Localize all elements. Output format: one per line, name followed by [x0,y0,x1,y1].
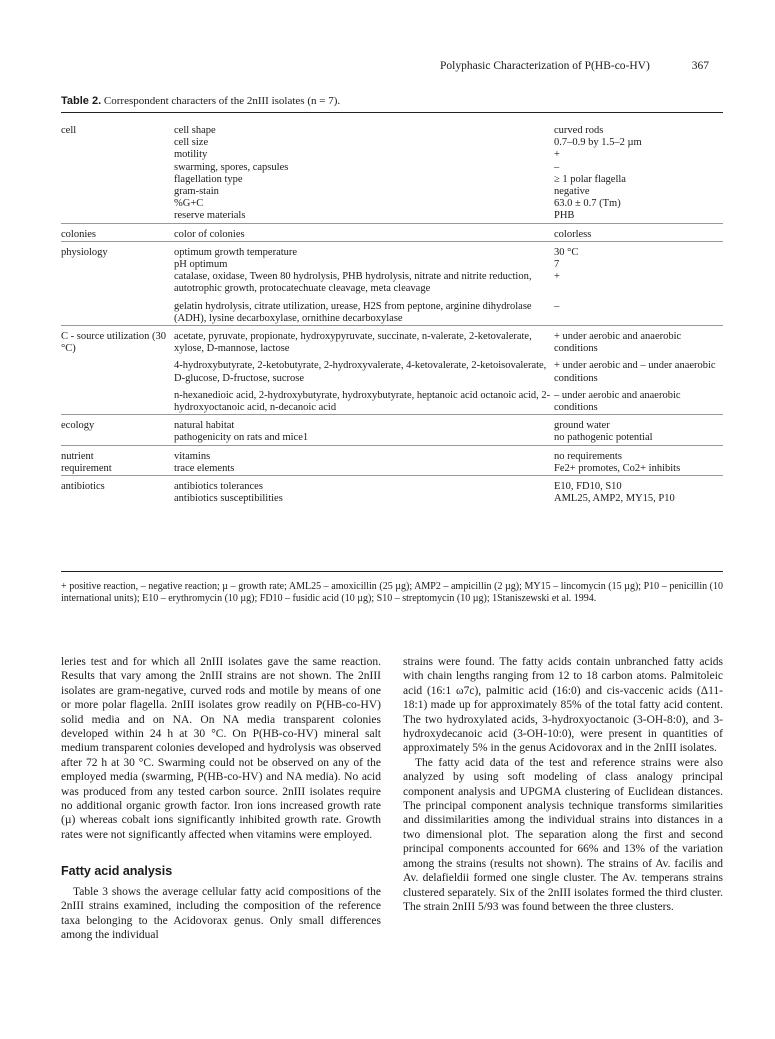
row-category [61,385,174,415]
table-row [61,463,723,476]
running-head [440,60,709,72]
row-property: natural habitat [174,415,554,433]
table-row [61,149,723,161]
table-row [61,241,723,259]
table-row [61,259,723,271]
row-value: ≥ 1 polar flagella [554,173,626,185]
table-row [61,493,723,505]
row-category: cell [61,125,77,136]
body-paragraph: leries test and for which all 2nIII isolates gave the same reaction. Results that vary among the 2nIII strains are not shown. The 2nIII isolates are gram-negative, curved rods and motile by means of one or more polar flagella. 2nIII isolates grow readily on P(HB-co-HV) solid media and on NA. On NA media transparent colonies developed within 24 h at 30 °C. On P(HB-co-HV) mineral salt medium transparent colonies developed and hydrolysis was observed after 72 h at 30 °C. Swarming could not be observed on any of the employed media (swarming, P(HB-co-HV) and NA media). No acid was produced from any tested carbon source. 2nIII isolates require no additional organic growth factor. Iron ions increased growth rate (µ) whereas cobalt ions significantly inhibited growth rate. Growth rates were not significantly affected when vitamins were employed. [61,656,381,841]
table-top-rule [61,112,723,113]
table-row [61,174,723,186]
row-category [61,432,174,445]
row-property: pathogenicity on rats and mice1 [174,432,309,444]
row-value: 30 °C [554,241,723,259]
row-value: + [554,149,560,161]
row-category [61,210,174,223]
row-property: catalase, oxidase, Tween 80 hydrolysis, PHB hydrolysis, nitrate and nitrite reduction, autotrophic growth, protocatechuate cleavage, meta cleavage [174,271,532,295]
row-category: C - source utilization (30 °C) [61,326,174,356]
row-value: + under aerobic and – under anaerobic conditions [554,360,716,384]
row-category [61,137,174,149]
table-row [61,162,723,174]
row-property: acetate, pyruvate, propionate, hydroxypyruvate, succinate, n-valerate, 2-ketovalerate, xylose, D-mannose, lactose [174,326,554,356]
row-property: cell shape [174,125,216,136]
row-property: n-hexanedioic acid, 2-hydroxybutyrate, hydroxybutyrate, heptanoic acid octanoic acid, 2-hydroxyoctanoic acid, n-decanoic acid [174,389,551,414]
row-category [61,149,174,161]
row-category: nutrient [61,445,174,463]
row-property: %G+C [174,198,204,210]
table-row [61,445,723,463]
row-property: flagellation type [174,173,243,185]
row-property: 4-hydroxybutyrate, 2-ketobutyrate, 2-hydroxyvalerate, 4-ketovalerate, 2-ketoisovalerate, D-glucose, D-fructose, sucrose [174,360,547,384]
row-value: – [554,161,560,173]
page-number: 367 [691,60,709,72]
right-column [403,655,723,914]
row-category: physiology [61,241,174,259]
running-head-title: Polyphasic Characterization of P(HB-co-HV) [440,60,650,72]
row-property: cell size [174,137,209,149]
row-category [61,271,174,295]
row-property: gram-stain [174,186,219,198]
row-value: no pathogenic potential [554,432,653,444]
table-row [61,210,723,223]
left-column [61,655,381,942]
row-category: antibiotics [61,476,174,494]
row-value: AML25, AMP2, MY15, P10 [554,493,675,505]
table-caption-text: Correspondent characters of the 2nIII isolates (n = 7). [103,95,341,107]
row-property: vitamins [174,445,554,463]
row-property: trace elements [174,462,235,474]
section-heading: Fatty acid analysis [61,864,173,879]
table-footnote: + positive reaction, – negative reaction; µ – growth rate; AML25 – amoxicillin (25 µg); AMP2 – ampicillin (2 µg); MY15 – lincomycin (15 µg); P10 – penicillin (10 international units); E10 – erythromycin (10 µg); FD10 – fusidic acid (10 µg); S10 – streptomycin (10 µg); 1Staniszewski et al. 1994. [61,581,723,604]
row-category: colonies [61,223,174,241]
row-value: – under aerobic and anaerobic conditions [554,389,681,414]
row-value: 7 [554,259,560,271]
row-value: E10, FD10, S10 [554,476,723,494]
table-row [61,198,723,210]
row-category [61,259,174,271]
row-property: antibiotics tolerances [174,476,554,494]
table-row [61,476,723,494]
table-caption-label: Table 2. [61,95,102,107]
body-paragraph: The fatty acid data of the test and reference strains were also analyzed by using soft modeling of class analogy principal component analysis and UPGMA clustering of Euclidean distances. The principal component analysis technique transforms similarities and dissimilarities among the individual strains into distances in a two dimensional plot. The separation along the first and second principal components accounted for 66% and 13% of the variation among the strains (results not shown). The strains of Av. facilis and Av. delafieldii formed one single cluster. The Av. temperans strains clustered separately. Six of the 2nIII isolates formed the third cluster. The strain 2nIII 5/93 was found between the three clusters. [403,756,723,913]
row-value: 63.0 ± 0.7 (Tm) [554,198,621,210]
table-bottom-rule [61,571,723,572]
row-property: color of colonies [174,223,554,241]
characters-table [61,120,723,505]
table-row [61,120,723,137]
table-row [61,385,723,415]
row-value: 0.7–0.9 by 1.5–2 µm [554,137,642,149]
row-category [61,174,174,186]
row-value: no requirements [554,445,723,463]
row-value: + [554,271,560,283]
row-property: motility [174,149,208,161]
table-row [61,186,723,198]
table-row [61,355,723,384]
table-row [61,432,723,445]
row-value: Fe2+ promotes, Co2+ inhibits [554,462,681,474]
row-property: gelatin hydrolysis, citrate utilization, urease, H2S from peptone, arginine dihydrolase (ADH), lysine decarboxylase, ornithine decarboxylase [174,300,532,324]
row-value: + under aerobic and anaerobic conditions [554,326,723,356]
characters-table-body [61,120,723,505]
row-property: optimum growth temperature [174,241,554,259]
row-category [61,296,174,326]
body-paragraph: Table 3 shows the average cellular fatty acid compositions of the 2nIII strains examined, including the composition of the reference taxa belonging to the Acidovorax genus. Only small differences among the individual [61,885,381,941]
row-value: – [554,300,560,312]
row-category [61,355,174,384]
row-property: antibiotics susceptibilities [174,493,283,505]
row-category [61,493,174,505]
row-value: colorless [554,223,723,241]
table-row [61,415,723,433]
row-value: curved rods [554,125,604,136]
row-category: ecology [61,415,174,433]
table-caption [61,95,340,107]
row-property: pH optimum [174,259,228,271]
row-category [61,198,174,210]
table-row [61,271,723,295]
row-property: swarming, spores, capsules [174,161,289,173]
table-row [61,326,723,356]
row-value: negative [554,186,590,198]
row-category: requirement [61,462,112,474]
table-row [61,137,723,149]
table-row [61,223,723,241]
row-value: PHB [554,210,575,222]
table-row [61,296,723,326]
row-category [61,186,174,198]
row-category [61,162,174,174]
row-property: reserve materials [174,210,246,222]
row-value: ground water [554,415,723,433]
body-paragraph: strains were found. The fatty acids contain unbranched fatty acids with chain lengths ranging from 12 to 18 carbon atoms. Palmitoleic acid (16:1 ω7c), palmitic acid (16:0) and cis-vaccenic acids (Δ11-18:1) made up for approximately 85% of the total fatty acid content. The two hydroxylated acids, 3-hydroxyoctanoic (3-OH-8:0), and 3-hydroxydecanoic acid (3-OH-10:0), were present in quantities of approximately 5% in the genus Acidovorax and in the 2nIII isolates. [403,656,723,755]
